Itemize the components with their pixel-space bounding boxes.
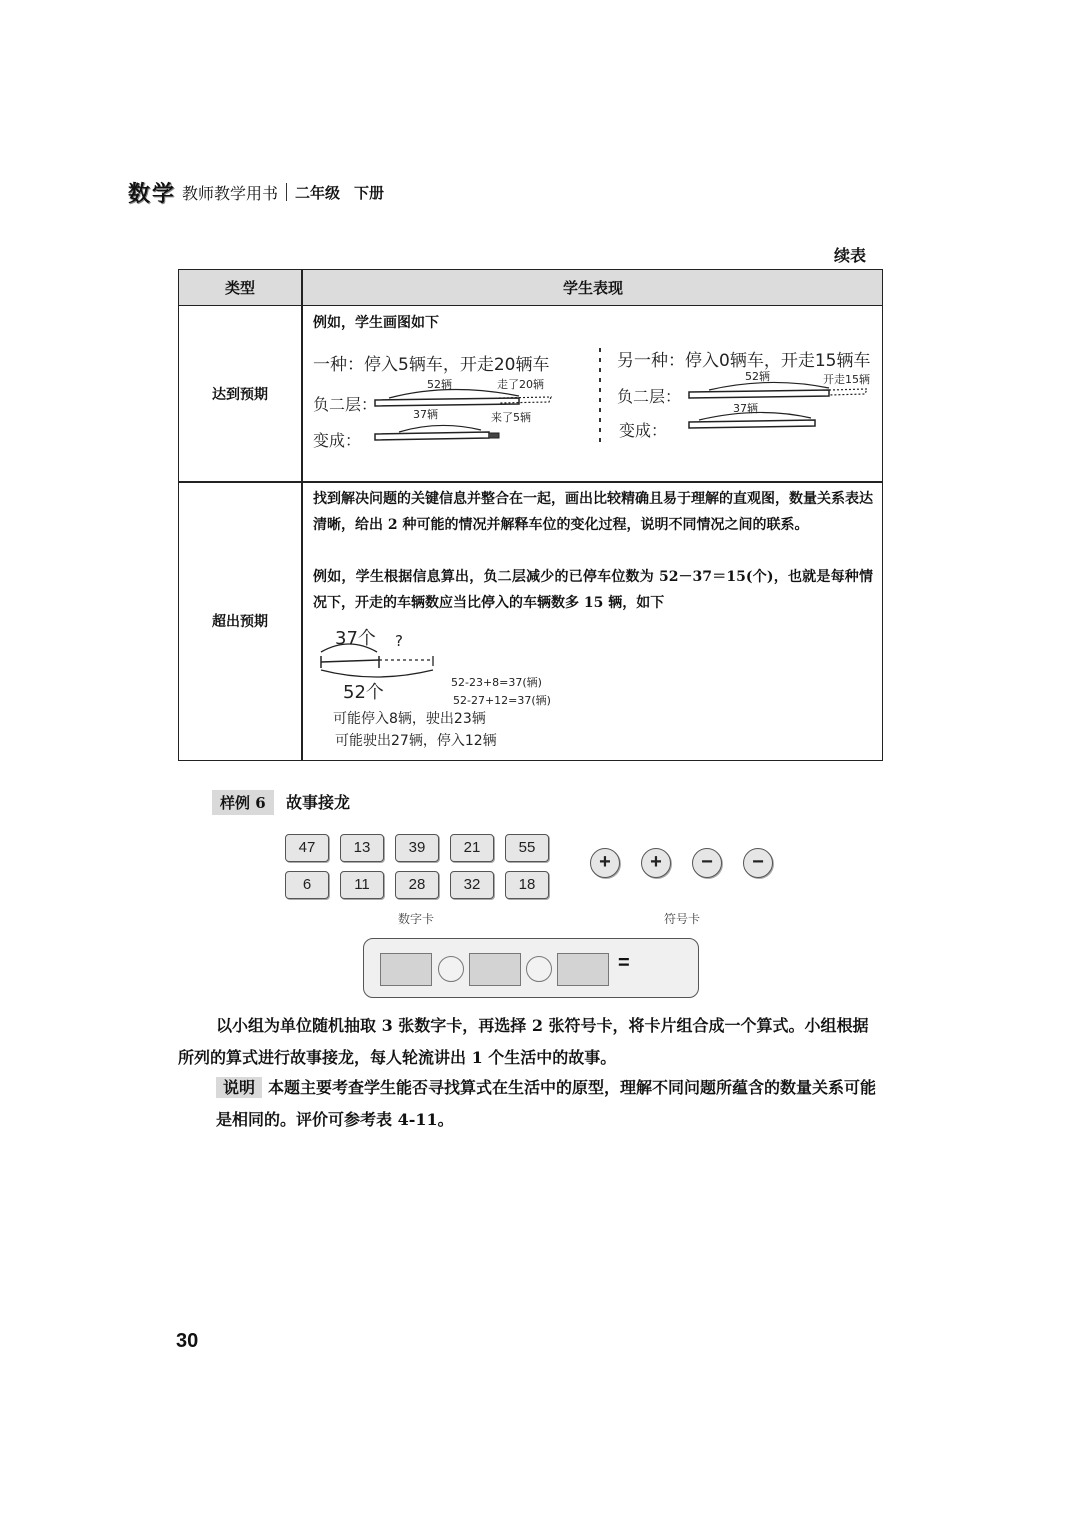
header-grade: 二年级 (295, 183, 341, 202)
table-column-divider (301, 270, 303, 760)
plus-icon: + (590, 848, 620, 878)
sketch-left-row1-top-right: 走了20辆 (497, 378, 544, 391)
note-tag: 说明 (216, 1077, 262, 1098)
sample6-tag: 样例 6 (212, 790, 274, 815)
sketch-left-row1-top-left: 52辆 (427, 378, 452, 391)
row2-sketch-case2: 可能驶出27辆，停入12辆 (335, 733, 497, 749)
row2-sketch-bottom: 52个 (343, 682, 384, 703)
row-label-exceeds: 超出预期 (212, 614, 268, 630)
symbol-slot (438, 956, 464, 982)
row-label-meets: 达到预期 (212, 387, 268, 403)
sketch-right-row2-label: 变成： (619, 421, 668, 440)
table-header-type: 类型 (224, 279, 255, 297)
evaluation-table (178, 269, 883, 761)
equals-sign: = (618, 952, 630, 974)
row2-sketch-calc1: 52-23+8=37(辆) (451, 676, 542, 689)
row2-text1: 找到解决问题的关键信息并整合在一起，画出比较精确且易于理解的直观图，数量关系表达清晰，给出 2 种可能的情况并解释车位的变化过程，说明不同情况之间的联系。 (313, 491, 873, 533)
sketch-left-row1-label: 负二层： (313, 395, 378, 414)
sketch-left-row2-top-left: 37辆 (413, 408, 438, 421)
table-header-performance: 学生表现 (562, 279, 623, 297)
sketch-right-row1-top-left: 52辆 (745, 370, 770, 383)
row1-intro: 例如，学生画图如下 (313, 315, 439, 331)
plus-icon: + (641, 848, 671, 878)
sketch-left-row2-top-right: 来了5辆 (491, 411, 531, 424)
row2-sketch-case1: 可能停入8辆，驶出23辆 (333, 711, 486, 727)
minus-icon: − (692, 848, 722, 878)
sketch-right-title: 另一种：停入0辆车，开走15辆车 (617, 351, 871, 371)
note-text: 本题主要考查学生能否寻找算式在生活中的原型，理解不同问题所蕴含的数量关系可能是相同的。评价可参考表 4-11。 (216, 1078, 877, 1129)
sample6-title: 故事接龙 (286, 793, 351, 812)
number-slot (380, 953, 432, 986)
equation-template (363, 938, 699, 998)
sketch-right-row2-top-left: 37辆 (733, 402, 758, 415)
number-card: 11 (340, 871, 384, 899)
continued-label: 续表 (833, 246, 866, 265)
caption-number-cards: 数字卡 (398, 912, 435, 926)
sketch-left-title: 一种：停入5辆车，开走20辆车 (313, 355, 550, 375)
sketch-right-bars (679, 370, 879, 440)
header-separator (286, 183, 287, 201)
sketch-right-row1-label: 负二层： (617, 387, 682, 406)
symbol-slot (526, 956, 552, 982)
number-card: 6 (285, 871, 329, 899)
sketch-divider (597, 348, 603, 448)
minus-icon: − (743, 848, 773, 878)
page-number: 30 (176, 1330, 199, 1352)
sketch-left-row2-label: 变成： (313, 431, 362, 450)
sample6-instructions: 以小组为单位随机抽取 3 张数字卡，再选择 2 张符号卡，将卡片组合成一个算式。小组根据所列的算式进行故事接龙，每人轮流讲出 1 个生活中的故事。 (178, 1016, 869, 1067)
number-card: 18 (505, 871, 549, 899)
number-card: 39 (395, 834, 439, 862)
row2-sketch-top-left: 37个 (335, 628, 376, 649)
number-card: 28 (395, 871, 439, 899)
row2-text2: 例如，学生根据信息算出，负二层减少的已停车位数为 52－37＝15(个)，也就是每种情况下，开走的车辆数应当比停入的车辆数多 15 辆，如下 (313, 569, 873, 611)
number-card: 55 (505, 834, 549, 862)
header-volume: 下册 (354, 183, 385, 202)
number-card: 13 (340, 834, 384, 862)
number-card: 47 (285, 834, 329, 862)
row2-sketch-top-right: ? (395, 632, 403, 650)
sample6-note (178, 1072, 884, 1136)
table-row-divider (179, 481, 882, 483)
number-slot (557, 953, 609, 986)
number-card: 32 (450, 871, 494, 899)
sketch-right-row1-top-right: 开走15辆 (823, 373, 870, 386)
number-card: 21 (450, 834, 494, 862)
header-book-title: 教师教学用书 (182, 183, 279, 203)
caption-symbol-cards: 符号卡 (664, 912, 701, 926)
sketch-left-bars (369, 378, 569, 448)
number-slot (469, 953, 521, 986)
header-subject: 数学 (128, 181, 177, 207)
running-header (128, 176, 384, 208)
row2-sketch-calc2: 52-27+12=37(辆) (453, 694, 551, 707)
